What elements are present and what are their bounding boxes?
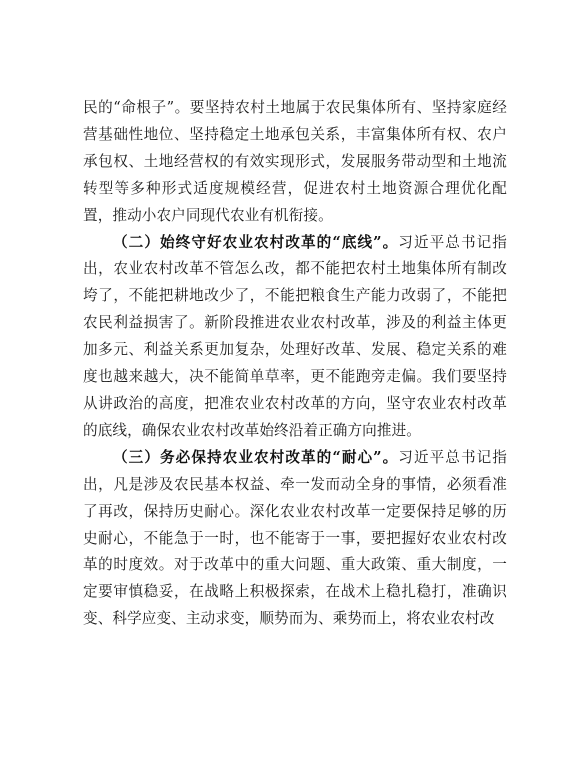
paragraph-heading: （三）务必保持农业农村改革的“耐心”。 (113, 448, 399, 466)
paragraph-body: 习近平总书记指出，农业农村改革不管怎么改，都不能把农村土地集体所有制改垮了，不能把耕地改少了，不能把粮食生产能力改弱了，不能把农民利益损害了。新阶段推进农业农村改革，涉及的利益主体更加多元、利益关系更加复杂，处理好改革、发展、稳定关系的难度也越来越大，决不能简单草率，更不能跑旁走偏。我们要坚持从讲政治的高度，把准农业农村改革的方向，坚守农业农村改革的底线，确保农业农村改革始终沿着正确方向推进。 (83, 233, 507, 439)
paragraph-heading: （二）始终守好农业农村改革的“底线”。 (113, 233, 399, 251)
paragraph-land-system (83, 95, 507, 230)
paragraph-body: 民的“命根子”。要坚持农村土地属于农民集体所有、坚持家庭经营基础性地位、坚持稳定土地承包关系，丰富集体所有权、农户承包权、土地经营权的有效实现形式，发展服务带动型和土地流转型等多种形式适度规模经营，促进农村土地资源合理优化配置，推动小农户同现代农业有机衔接。 (83, 99, 507, 224)
paragraph-patience (83, 445, 507, 633)
paragraph-body: 习近平总书记指出，凡是涉及农民基本权益、牵一发而动全身的事情，必须看准了再改，保持历史耐心。深化农业农村改革一定要保持足够的历史耐心，不能急于一时，也不能寄于一事，要把握好农业农村改革的时度效。对于改革中的重大问题、重大政策、重大制度，一定要审慎稳妥，在战略上积极探索，在战术上稳扎稳打，准确识变、科学应变、主动求变，顺势而为、乘势而上，将农业农村改 (83, 448, 507, 628)
paragraph-bottom-line (83, 230, 507, 445)
document-page (83, 95, 507, 633)
